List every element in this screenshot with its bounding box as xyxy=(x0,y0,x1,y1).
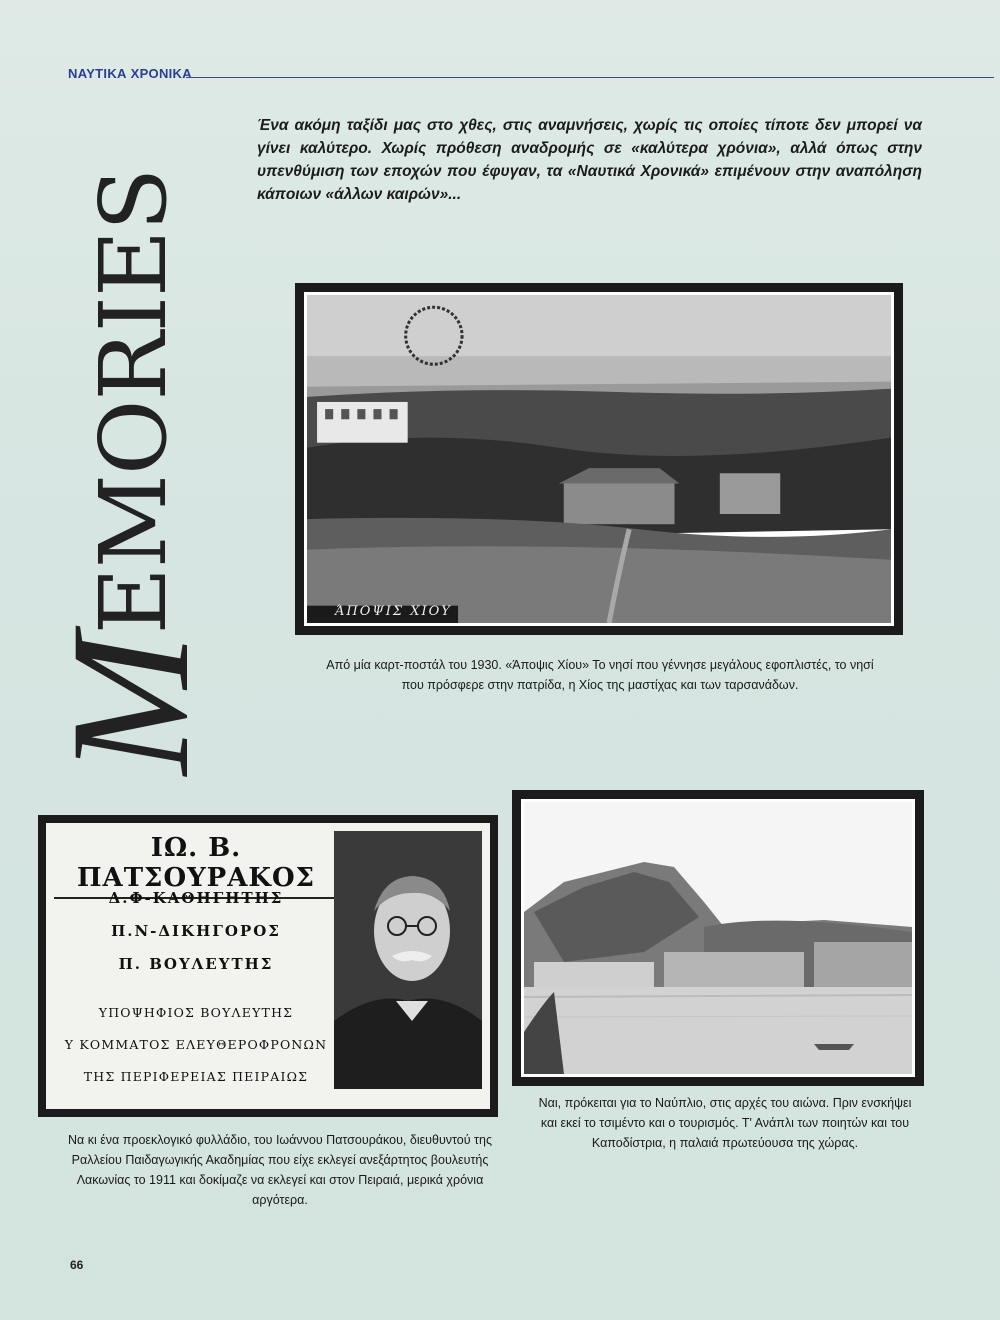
candidate-portrait xyxy=(334,831,482,1089)
candidate-name: ΙΩ. Β. ΠΑΤΣΟΥΡΑΚΟΣ xyxy=(54,833,338,899)
magazine-title: ΝΑΥΤΙΚΑ ΧΡΟΝΙΚΑ xyxy=(68,66,192,81)
leaflet-caption: Να κι ένα προεκλογικό φυλλάδιο, του Ιωάννου Πατσουράκου, διευθυντού της Ραλλείου Παιδαγωγικής Ακαδημίας που είχε εκλεγεί ανεξάρτητος βουλευτής Λακωνίας το 1911 και δοκίμαζε να εκλεγεί και στον Πειραιά, μερικά χρόνια αργότερα. xyxy=(68,1133,492,1207)
portrait-image xyxy=(334,831,482,1089)
nafplio-landscape-image xyxy=(524,802,912,1074)
leaflet-line-5: Υ ΚΟΜΜΑΤΟΣ ΕΛΕΥΘΕΡΟΦΡΟΝΩΝ xyxy=(64,1037,328,1052)
election-leaflet-frame xyxy=(38,815,498,1117)
nafplio-caption: Ναι, πρόκειται για το Ναύπλιο, στις αρχές του αιώνα. Πριν ενσκήψει και εκεί το τσιμέντο και ο τουρισμός. Τ' Ανάπλι των ποιητών και του Καποδίστρια, η παλαιά πρωτεύουσα της χώρας. xyxy=(538,1096,912,1150)
section-title-rest: EMORIES xyxy=(80,168,187,635)
leaflet-line-4: ΥΠΟΨΗΦΙΟΣ ΒΟΥΛΕΥΤΗΣ xyxy=(98,1005,294,1020)
chios-postcard-photo xyxy=(307,295,891,623)
nafplio-photo-frame xyxy=(512,790,924,1086)
running-header xyxy=(68,66,994,86)
section-title xyxy=(36,125,224,775)
leaflet-line-2: Π.Ν-ΔΙΚΗΓΟΡΟΣ xyxy=(111,922,281,940)
section-title-initial: M xyxy=(36,634,224,775)
chios-photo-frame xyxy=(295,283,903,635)
election-leaflet xyxy=(46,823,490,1109)
postcard-label: ΆΠΟΨΙΣ ΧΙΟΥ xyxy=(335,604,452,619)
leaflet-line-6: ΤΗΣ ΠΕΡΙΦΕΡΕΙΑΣ ΠΕΙΡΑΙΩΣ xyxy=(83,1069,309,1084)
leaflet-line-1: Δ.Φ-ΚΑΘΗΓΗΤΗΣ xyxy=(108,889,284,907)
chios-landscape-image xyxy=(307,295,891,623)
page-number: 66 xyxy=(70,1258,84,1272)
leaflet-line-3: Π. ΒΟΥΛΕΥΤΗΣ xyxy=(118,955,274,973)
chios-caption: Από μία καρτ-ποστάλ του 1930. «Άποψις Χίου» Το νησί που γέννησε μεγάλους εφοπλιστές, το νησί που πρόσφερε στην πατρίδα, η Χίος της μαστίχας και των ταρσανάδων. xyxy=(326,658,874,692)
nafplio-photo xyxy=(524,802,912,1074)
intro-paragraph: Ένα ακόμη ταξίδι μας στο χθες, στις αναμνήσεις, χωρίς τις οποίες τίποτε δεν μπορεί να γίνει καλύτερο. Χωρίς πρόθεση αναδρομής σε «καλύτερα χρόνια», αλλά όπως στην υπενθύμιση των εποχών που έφυγαν, τα «Ναυτικά Χρονικά» επιμένουν στην αναπόληση κάποιων «άλλων καιρών»... xyxy=(257,117,922,203)
header-rule xyxy=(186,77,994,78)
